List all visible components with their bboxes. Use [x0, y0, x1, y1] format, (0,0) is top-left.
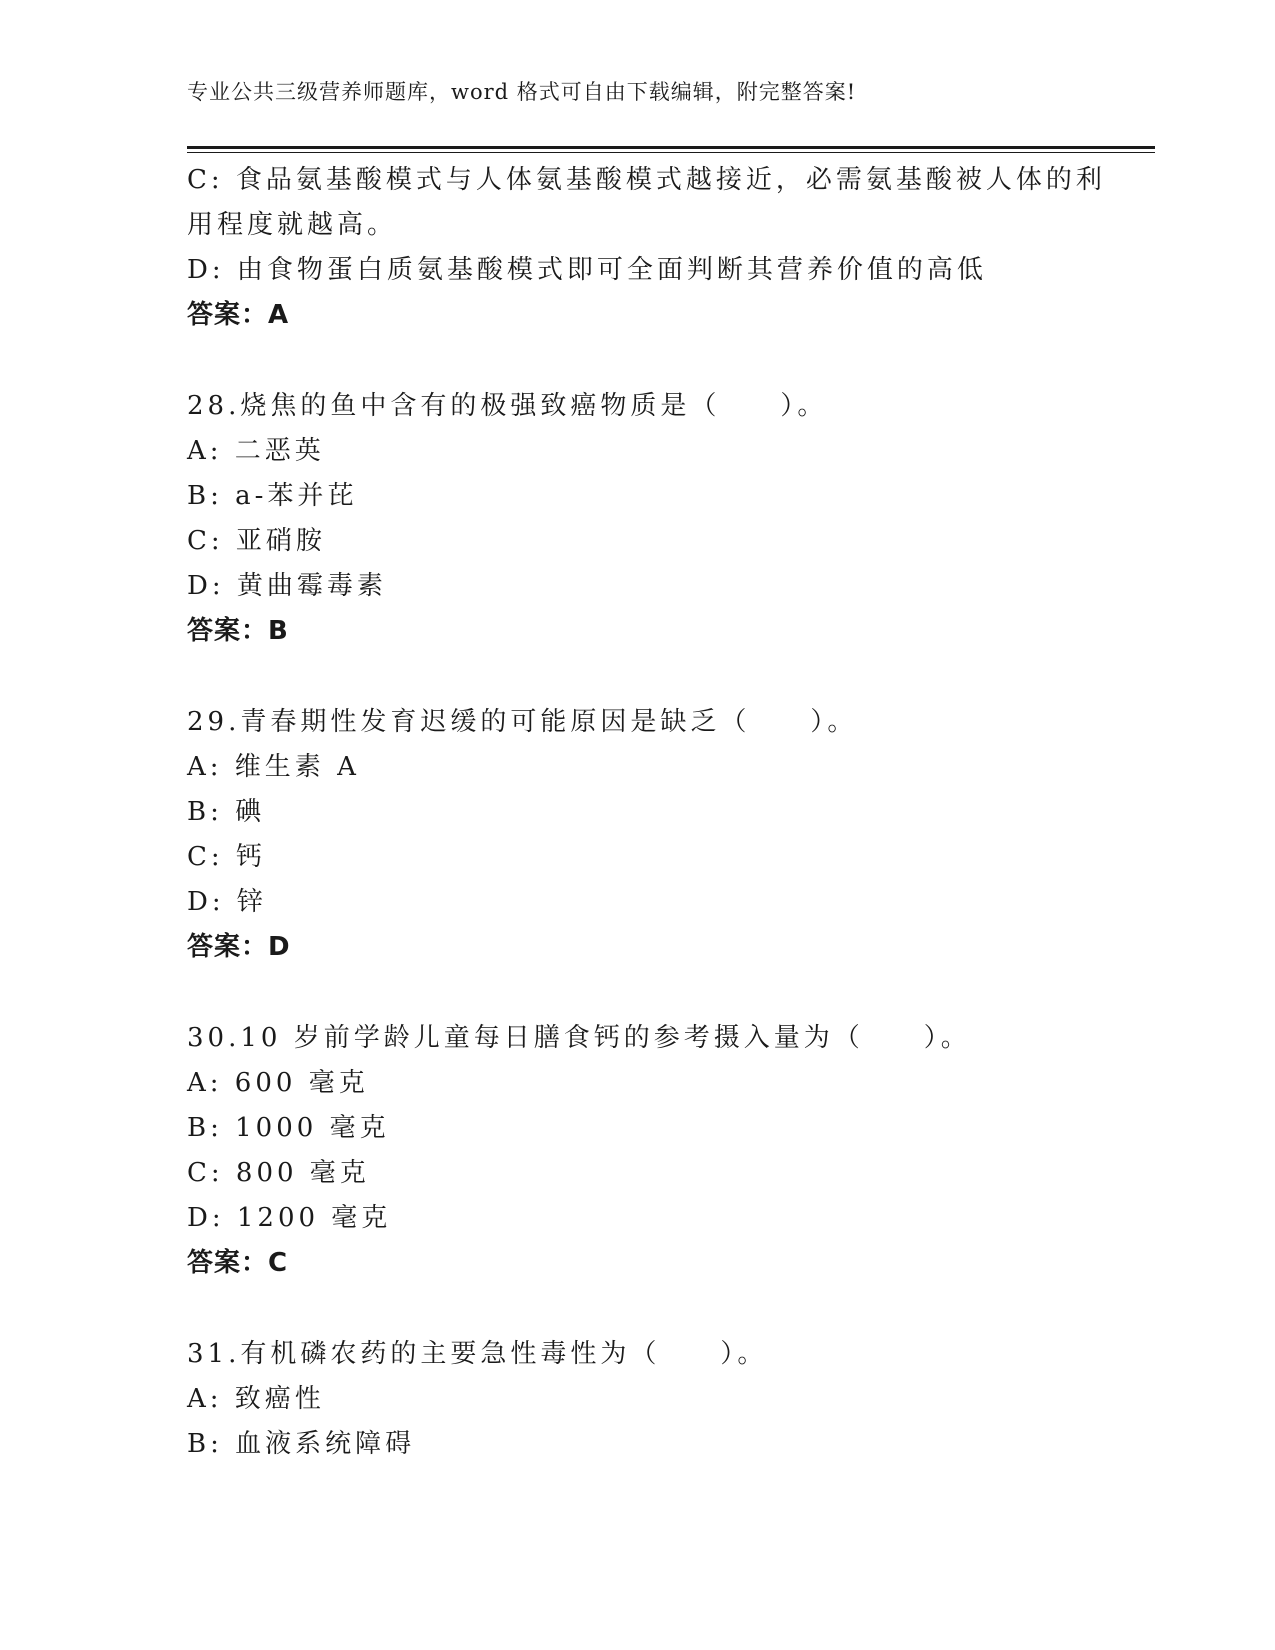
option-c: C: 800 毫克 [187, 1158, 370, 1188]
option-d: D: 1200 毫克 [187, 1203, 392, 1233]
question-31 [187, 1332, 1087, 1467]
option-c: C: 钙 [187, 842, 266, 872]
question-29 [187, 700, 1087, 970]
question-stem: 29.青春期性发育迟缓的可能原因是缺乏（ ）。 [187, 707, 858, 737]
option-c-line2: 用程度就越高。 [187, 210, 398, 240]
answer-line: 答案：D [187, 932, 291, 962]
continued-question [187, 158, 1106, 338]
answer-line: 答案：A [187, 300, 290, 330]
option-d: D: 锌 [187, 887, 267, 917]
option-c-line1: C: 食品氨基酸模式与人体氨基酸模式越接近，必需氨基酸被人体的利 [187, 165, 1106, 195]
question-content [187, 158, 1106, 1467]
option-d: D: 黄曲霉毒素 [187, 571, 387, 601]
option-b: B: 1000 毫克 [187, 1113, 390, 1143]
option-a: A: 600 毫克 [187, 1068, 369, 1098]
question-stem: 30.10 岁前学龄儿童每日膳食钙的参考摄入量为（ ）。 [187, 1023, 971, 1053]
question-stem: 31.有机磷农药的主要急性毒性为（ ）。 [187, 1339, 768, 1369]
header-rule-thin [187, 152, 1155, 153]
question-28 [187, 384, 1087, 654]
option-b: B: 血液系统障碍 [187, 1429, 416, 1459]
question-30 [187, 1016, 1087, 1286]
page-header: 专业公共三级营养师题库，word 格式可自由下载编辑，附完整答案! [187, 80, 857, 104]
header-rule-thick [187, 146, 1155, 149]
answer-line: 答案：C [187, 1248, 289, 1278]
option-b: B: a-苯并芘 [187, 481, 358, 511]
option-b: B: 碘 [187, 797, 266, 827]
question-stem: 28.烧焦的鱼中含有的极强致癌物质是（ ）。 [187, 391, 828, 421]
option-d: D: 由食物蛋白质氨基酸模式即可全面判断其营养价值的高低 [187, 255, 987, 285]
option-a: A: 二恶英 [187, 436, 325, 466]
option-c: C: 亚硝胺 [187, 526, 326, 556]
option-a: A: 致癌性 [187, 1384, 325, 1414]
answer-line: 答案：B [187, 616, 289, 646]
option-a: A: 维生素 A [187, 752, 360, 782]
